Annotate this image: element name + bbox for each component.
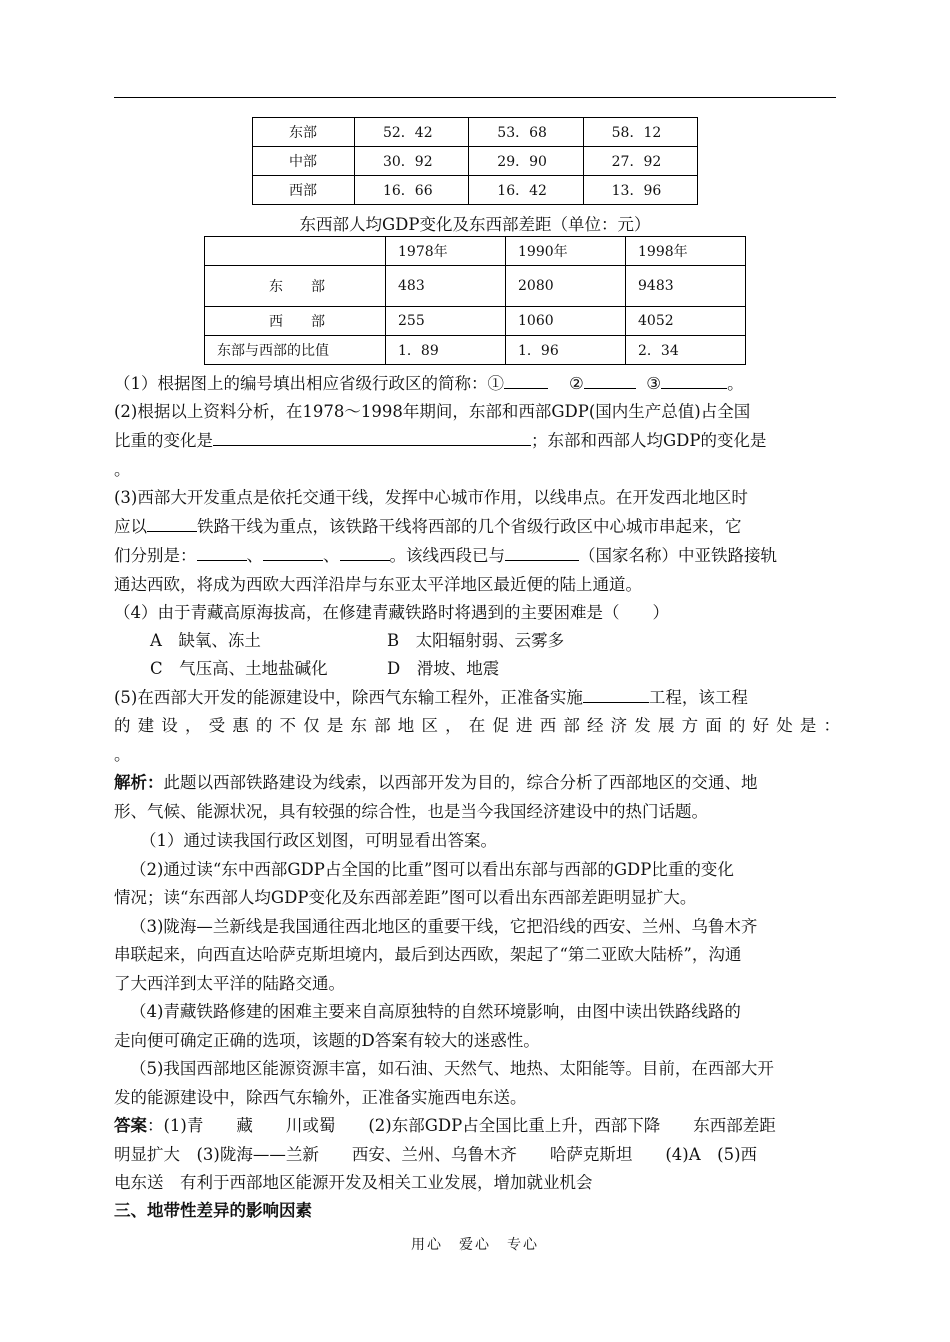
question-2-line-3: 。 — [114, 460, 131, 479]
question-text: 铁路干线为重点，该铁路干线将西部的几个省级行政区中心城市串起来，它 — [197, 517, 742, 536]
table-cell: 483 — [386, 266, 506, 307]
table-cell: 255 — [386, 307, 506, 336]
question-2-line-2 — [114, 427, 840, 455]
question-5-line-2: 的建设，受惠的不仅是东部地区，在促进西部经济发展方面的好处是： — [114, 716, 840, 735]
answer-blank[interactable] — [197, 542, 247, 561]
answer-blank[interactable] — [505, 542, 579, 561]
table-cell: 13．96 — [583, 176, 697, 205]
table-row — [253, 147, 698, 176]
table-header-cell — [205, 237, 386, 266]
section-heading: 三、地带性差异的影响因素 — [114, 1201, 312, 1220]
table-header-cell: 1990年 — [506, 237, 626, 266]
table-cell: 53．68 — [469, 118, 583, 147]
table-cell: 1．96 — [506, 336, 626, 365]
question-text: (5)在西部大开发的能源建设中，除西气东输工程外，正准备实施 — [114, 688, 583, 707]
analysis-point-2-line-1: （2)通过读“东中西部GDP占全国的比重”图可以看出东部与西部的GDP比重的变化 — [130, 860, 734, 879]
question-3-line-2 — [114, 513, 840, 541]
question-text: ② — [568, 374, 584, 393]
answer-blank[interactable] — [583, 684, 649, 703]
answer-line-3: 电东送 有利于西部地区能源开发及相关工业发展，增加就业机会 — [114, 1173, 593, 1192]
analysis-point-5-line-1: （5)我国西部地区能源资源丰富，如石油、天然气、地热、太阳能等。目前，在西部大开 — [130, 1059, 774, 1078]
table-cell: 16．66 — [354, 176, 468, 205]
answer-blank[interactable] — [263, 542, 323, 561]
header-rule — [114, 97, 836, 98]
analysis-label: 解析： — [114, 773, 164, 792]
option-b[interactable]: B 太阳辐射弱、云雾多 — [387, 631, 565, 650]
option-d[interactable]: D 滑坡、地震 — [387, 659, 500, 678]
table-row — [205, 336, 746, 365]
analysis-line-1 — [114, 769, 840, 797]
question-4: （4）由于青藏高原海拔高，在修建青藏铁路时将遇到的主要困难是（ ） — [114, 603, 669, 622]
answer-blank[interactable] — [661, 370, 727, 389]
answer-blank[interactable] — [213, 427, 531, 446]
question-3-line-3 — [114, 542, 840, 570]
answer-line-2: 明显扩大 (3)陇海——兰新 西安、兰州、乌鲁木齐 哈萨克斯坦 (4)A (5)西 — [114, 1145, 758, 1164]
table-cell: 西 部 — [205, 307, 386, 336]
table-row — [205, 266, 746, 307]
table-row — [253, 176, 698, 205]
question-4-options-row-2 — [150, 655, 876, 683]
question-text: 们分别是： — [114, 546, 197, 565]
answer-line-1 — [114, 1112, 840, 1140]
table-cell: 52．42 — [354, 118, 468, 147]
table-cell: 29．90 — [469, 147, 583, 176]
question-2-line-1: (2)根据以上资料分析，在1978～1998年期间，东部和西部GDP(国内生产总值)占全国 — [114, 402, 751, 421]
table-cell: 16．42 — [469, 176, 583, 205]
analysis-point-3-line-1: （3)陇海—兰新线是我国通往西北地区的重要干线，它把沿线的西安、兰州、乌鲁木齐 — [130, 917, 758, 936]
question-4-options-row-1 — [150, 627, 876, 655]
question-1 — [114, 370, 840, 398]
question-text: 。 — [727, 374, 744, 393]
table-cell: 东 部 — [205, 266, 386, 307]
table-caption: 东西部人均GDP变化及东西部差距（单位：元） — [299, 215, 651, 234]
answer-blank[interactable] — [147, 513, 197, 532]
table-cell: 东部与西部的比值 — [205, 336, 386, 365]
analysis-point-1: （1）通过读我国行政区划图，可明显看出答案。 — [140, 831, 497, 850]
option-c[interactable]: C 气压高、土地盐碱化 — [150, 659, 328, 678]
table-row — [205, 307, 746, 336]
analysis-point-4-line-1: （4)青藏铁路修建的困难主要来自高原独特的自然环境影响，由图中读出铁路线路的 — [130, 1002, 741, 1021]
table-cell: 30．92 — [354, 147, 468, 176]
answer-blank[interactable] — [504, 370, 548, 389]
question-text: ③ — [646, 374, 662, 393]
analysis-point-3-line-3: 了大西洋到太平洋的陆路交通。 — [114, 974, 345, 993]
table-cell: 27．92 — [583, 147, 697, 176]
table-cell: 2．34 — [626, 336, 746, 365]
analysis-point-5-line-2: 发的能源建设中，除西气东输外，正准备实施西电东送。 — [114, 1088, 527, 1107]
question-text: 工程，该工程 — [648, 688, 748, 707]
question-text: 。该线西段已与 — [389, 546, 505, 565]
table-cell: 1．89 — [386, 336, 506, 365]
answer-label: 答案 — [114, 1116, 147, 1135]
per-capita-gdp-table — [204, 236, 746, 365]
analysis-point-4-line-2: 走向便可确定正确的选项，该题的D答案有较大的迷惑性。 — [114, 1031, 540, 1050]
question-5-line-3: 。 — [114, 745, 131, 764]
question-text: （1）根据图上的编号填出相应省级行政区的简称：① — [114, 374, 504, 393]
table-row — [253, 118, 698, 147]
table-cell: 1060 — [506, 307, 626, 336]
option-a[interactable]: A 缺氧、冻土 — [150, 631, 261, 650]
table-header-row — [205, 237, 746, 266]
table-cell: 4052 — [626, 307, 746, 336]
question-text: 比重的变化是 — [114, 431, 213, 450]
gdp-share-table — [252, 117, 698, 205]
table-cell: 2080 — [506, 266, 626, 307]
question-3-line-1: (3)西部大开发重点是依托交通干线，发挥中心城市作用，以线串点。在开发西北地区时 — [114, 488, 748, 507]
table-header-cell: 1978年 — [386, 237, 506, 266]
analysis-line-2: 形、气候、能源状况，具有较强的综合性，也是当今我国经济建设中的热门话题。 — [114, 802, 708, 821]
question-5-line-1 — [114, 684, 840, 712]
table-cell: 东部 — [253, 118, 355, 147]
table-cell: 9483 — [626, 266, 746, 307]
table-cell: 中部 — [253, 147, 355, 176]
answer-text: ：(1)青 藏 川或蜀 (2)东部GDP占全国比重上升，西部下降 东西部差距 — [147, 1116, 776, 1135]
question-text: 、 — [323, 546, 340, 565]
question-text: （国家名称）中亚铁路接轨 — [579, 546, 777, 565]
analysis-text: 此题以西部铁路建设为线索，以西部开发为目的，综合分析了西部地区的交通、地 — [163, 773, 758, 792]
table-cell: 58．12 — [583, 118, 697, 147]
question-text: 、 — [246, 546, 263, 565]
table-cell: 西部 — [253, 176, 355, 205]
page-footer: 用心 爱心 专心 — [411, 1237, 539, 1253]
question-text: 应以 — [114, 517, 147, 536]
question-3-line-4: 通达西欧，将成为西欧大西洋沿岸与东亚太平洋地区最近便的陆上通道。 — [114, 575, 642, 594]
table-header-cell: 1998年 — [626, 237, 746, 266]
answer-blank[interactable] — [340, 542, 390, 561]
analysis-point-2-line-2: 情况；读“东西部人均GDP变化及东西部差距”图可以看出东西部差距明显扩大。 — [114, 888, 697, 907]
analysis-point-3-line-2: 串联起来，向西直达哈萨克斯坦境内，最后到达西欧，架起了“第二亚欧大陆桥”，沟通 — [114, 945, 742, 964]
question-text: ；东部和西部人均GDP的变化是 — [531, 431, 767, 450]
answer-blank[interactable] — [584, 370, 636, 389]
